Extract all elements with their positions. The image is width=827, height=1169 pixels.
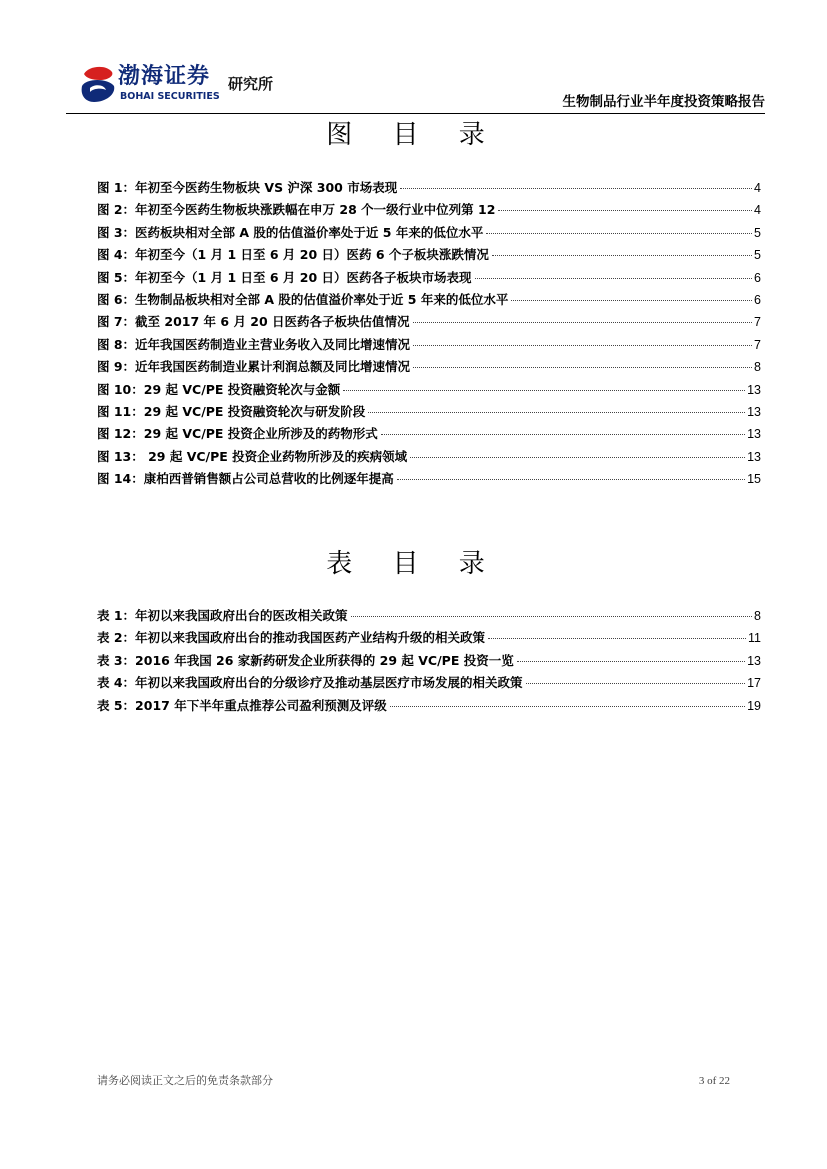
figure-toc-entry-page: 13 [747,404,761,419]
tables-toc-list [97,605,761,717]
figure-toc-entry[interactable] [97,446,761,468]
dot-leader [517,661,745,662]
table-toc-entry-label: 表 3：2016 年我国 26 家新药研发企业所获得的 29 起 VC/PE 投资一览 [97,652,514,668]
dot-leader [498,210,752,211]
figures-toc-list [97,177,761,490]
figure-toc-entry-label: 图 1：年初至今医药生物板块 VS 沪深 300 市场表现 [97,180,398,195]
figure-toc-entry[interactable] [97,199,761,221]
dot-leader [368,412,745,413]
figure-toc-entry-label: 图 12：29 起 VC/PE 投资企业所涉及的药物形式 [97,426,378,442]
table-toc-entry-label: 表 5：2017 年下半年重点推荐公司盈利预测及评级 [97,697,387,713]
figure-toc-entry[interactable] [97,267,761,289]
tables-section-title: 表 目 录 [326,549,501,579]
dot-leader [486,233,752,234]
dot-leader [381,434,745,435]
figure-toc-entry-label: 图 11：29 起 VC/PE 投资融资轮次与研发阶段 [97,403,366,419]
figure-toc-entry-label: 图 7：截至 2017 年 6 月 20 日医药各子板块估值情况 [97,314,410,330]
dot-leader [410,457,745,458]
figure-toc-entry-page: 8 [754,360,761,375]
figure-toc-entry-label: 图 4：年初至今（1 月 1 日至 6 月 20 日）医药 6 个子板块涨跌情况 [97,247,489,263]
header-divider [66,113,765,114]
figure-toc-entry[interactable] [97,423,761,445]
figure-toc-entry[interactable] [97,289,761,311]
dot-leader [390,706,745,707]
figure-toc-entry[interactable] [97,311,761,333]
company-logo [78,62,298,108]
footer-disclaimer: 请务必阅读正文之后的免责条款部分 [97,1074,273,1087]
figure-toc-entry-label: 图 5：年初至今（1 月 1 日至 6 月 20 日）医药各子板块市场表现 [97,269,472,285]
figure-toc-entry-page: 13 [747,449,761,464]
figure-toc-entry-page: 13 [747,382,761,397]
figure-toc-entry-page: 7 [754,315,761,330]
table-toc-entry[interactable] [97,627,761,649]
dot-leader [400,188,752,189]
figure-toc-entry-page: 4 [754,203,761,218]
figure-toc-entry-label: 图 6：生物制品板块相对全部 A 股的估值溢价率处于近 5 年来的低位水平 [97,291,509,307]
figure-toc-entry[interactable] [97,222,761,244]
table-toc-entry-label: 表 2：年初以来我国政府出台的推动我国医药产业结构升级的相关政策 [97,630,486,646]
figure-toc-entry-page: 5 [754,225,761,240]
table-toc-entry-label: 表 1：年初以来我国政府出台的医改相关政策 [97,608,348,623]
report-title: 生物制品行业半年度投资策略报告 [562,94,765,110]
dot-leader [526,683,746,684]
figure-toc-entry-page: 6 [754,270,761,285]
figure-toc-entry[interactable] [97,401,761,423]
institute-name: 研究所 [228,75,274,93]
bohai-logo-icon [78,64,118,104]
figure-toc-entry-label: 图 10：29 起 VC/PE 投资融资轮次与金额 [97,381,341,397]
figure-toc-entry-page: 6 [754,292,761,307]
dot-leader [343,390,745,391]
dot-leader [413,367,752,368]
figure-toc-entry-label: 图 9：近年我国医药制造业累计利润总额及同比增速情况 [97,359,411,375]
page-number: 3 of 22 [698,1075,730,1087]
figure-toc-entry-label: 图 8：近年我国医药制造业主营业务收入及同比增速情况 [97,336,411,352]
figure-toc-entry[interactable] [97,244,761,266]
table-toc-entry[interactable] [97,672,761,694]
dot-leader [492,255,752,256]
dot-leader [413,345,752,346]
table-toc-entry-page: 8 [754,609,761,623]
table-toc-entry-page: 11 [748,631,761,646]
figure-toc-entry[interactable] [97,379,761,401]
logo-chinese-name: 渤海证券 [118,64,211,89]
figure-toc-entry[interactable] [97,334,761,356]
table-toc-entry[interactable] [97,605,761,627]
dot-leader [397,479,745,480]
figure-toc-entry-page: 5 [754,248,761,263]
dot-leader [511,300,752,301]
dot-leader [475,278,753,279]
figure-toc-entry-label: 图 2：年初至今医药生物板块涨跌幅在申万 28 个一级行业中位列第 12 [97,202,496,218]
figure-toc-entry[interactable] [97,356,761,378]
table-toc-entry-label: 表 4：年初以来我国政府出台的分级诊疗及推动基层医疗市场发展的相关政策 [97,675,523,691]
table-toc-entry[interactable] [97,695,761,717]
figure-toc-entry-page: 13 [747,427,761,442]
dot-leader [488,638,746,639]
figure-toc-entry[interactable] [97,177,761,199]
figure-toc-entry-page: 7 [754,337,761,352]
figure-toc-entry-label: 图 3：医药板块相对全部 A 股的估值溢价率处于近 5 年来的低位水平 [97,224,484,240]
table-toc-entry[interactable] [97,650,761,672]
table-toc-entry-page: 17 [747,676,761,691]
figure-toc-entry[interactable] [97,468,761,490]
figures-section-title: 图 目 录 [326,120,501,150]
figure-toc-entry-page: 4 [754,181,761,195]
figure-toc-entry-page: 15 [747,472,761,487]
logo-english-name: BOHAI SECURITIES [120,91,220,102]
figure-toc-entry-label: 图 14：康柏西普销售额占公司总营收的比例逐年提高 [97,471,394,487]
table-toc-entry-page: 13 [747,653,761,668]
dot-leader [413,322,753,323]
table-toc-entry-page: 19 [747,698,761,713]
dot-leader [351,616,752,617]
figure-toc-entry-label: 图 13： 29 起 VC/PE 投资企业药物所涉及的疾病领域 [97,448,408,464]
